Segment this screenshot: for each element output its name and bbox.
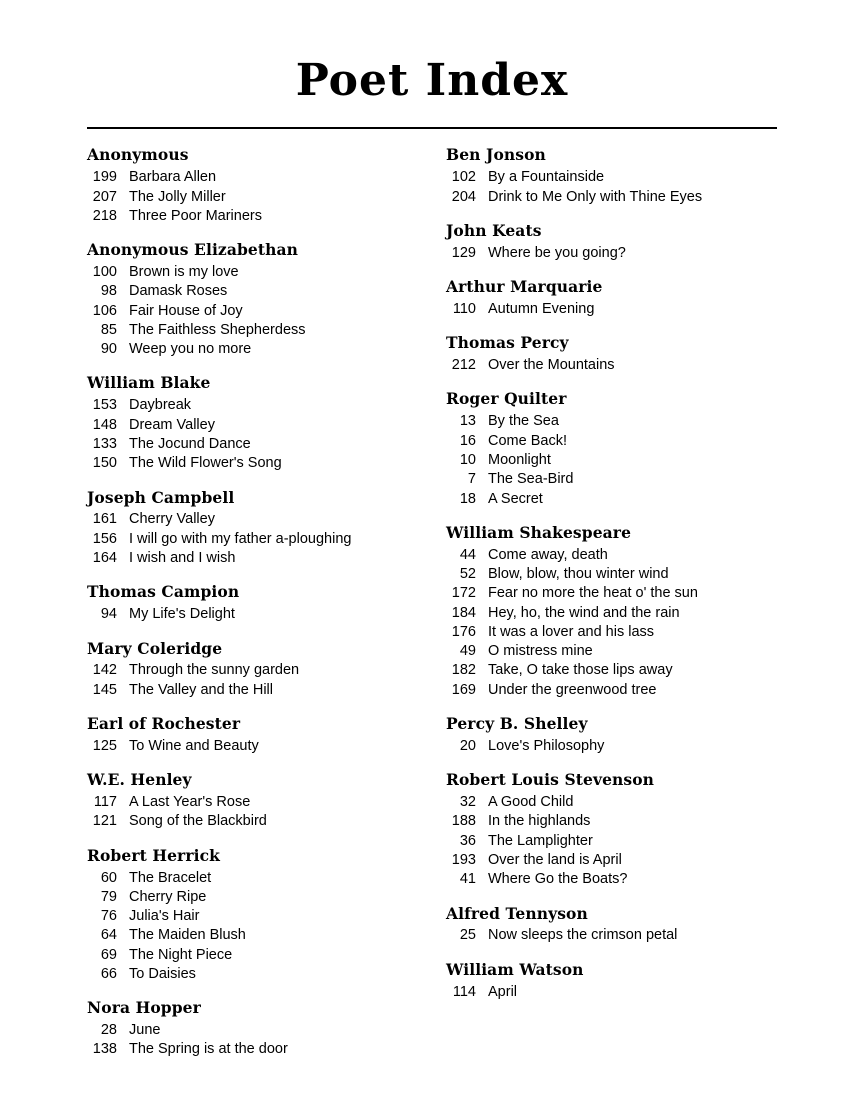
poet-group <box>87 582 418 624</box>
entry-title: To Wine and Beauty <box>129 737 259 754</box>
entry-title: In the highlands <box>488 813 591 830</box>
entry-title: Where Go the Boats? <box>488 871 628 888</box>
entry-title: Cherry Ripe <box>129 888 207 905</box>
entry-title: Drink to Me Only with Thine Eyes <box>488 188 703 205</box>
entry-title: Where be you going? <box>488 244 626 261</box>
index-entry[interactable] <box>446 470 777 489</box>
index-entry[interactable] <box>446 604 777 623</box>
poet-name: Joseph Campbell <box>87 487 235 507</box>
entry-page-number: 36 <box>459 832 476 849</box>
entry-page-number: 100 <box>92 264 117 281</box>
entry-title: The Jolly Miller <box>129 188 226 205</box>
entry-page-number: 153 <box>92 397 117 414</box>
entry-page-number: 98 <box>100 283 117 300</box>
poet-group <box>87 770 418 831</box>
entry-title: Julia's Hair <box>129 908 200 925</box>
entry-page-number: 110 <box>452 301 476 317</box>
entry-page-number: 148 <box>92 416 117 433</box>
poet-name: Robert Herrick <box>87 845 220 865</box>
poet-name: Ben Jonson <box>446 145 546 165</box>
index-entry[interactable] <box>446 188 777 207</box>
entry-page-number: 199 <box>92 169 117 186</box>
entry-title: The Maiden Blush <box>129 927 246 944</box>
entry-title: Come Back! <box>488 432 567 449</box>
entry-title: Brown is my love <box>129 264 239 281</box>
poet-name: Thomas Campion <box>87 582 240 602</box>
poet-group <box>446 145 777 206</box>
entry-page-number: 150 <box>92 455 117 472</box>
poet-group <box>446 389 777 508</box>
entry-page-number: 69 <box>100 946 117 963</box>
index-entry[interactable] <box>446 412 777 431</box>
entry-title: By the Sea <box>488 413 559 430</box>
index-entry[interactable] <box>87 530 418 549</box>
entry-page-number: 156 <box>92 530 117 547</box>
index-entry[interactable] <box>87 888 418 907</box>
entry-title: A Last Year's Rose <box>129 794 251 811</box>
index-entry[interactable] <box>87 926 418 945</box>
title-divider <box>87 127 777 129</box>
index-entry[interactable] <box>87 302 418 321</box>
index-entry[interactable] <box>446 584 777 603</box>
index-entry[interactable] <box>87 1040 418 1059</box>
entry-title: O mistress mine <box>488 643 593 660</box>
poet-group <box>87 998 418 1059</box>
index-entry[interactable] <box>446 851 777 870</box>
entry-page-number: 184 <box>451 604 476 621</box>
index-entry[interactable] <box>446 623 777 642</box>
index-entry[interactable] <box>446 490 777 509</box>
poet-name: Arthur Marquarie <box>446 277 603 297</box>
index-entry[interactable] <box>87 207 418 226</box>
entry-page-number: 90 <box>100 341 117 358</box>
poet-name: Anonymous <box>87 145 189 165</box>
poet-name: Mary Coleridge <box>87 638 223 658</box>
index-entry[interactable] <box>446 451 777 470</box>
entry-page-number: 18 <box>459 490 476 507</box>
entry-page-number: 106 <box>92 302 117 319</box>
entry-title: Love's Philosophy <box>488 737 605 754</box>
entry-title: Barbara Allen <box>129 169 217 186</box>
poet-name: William Watson <box>446 959 584 979</box>
entry-page-number: 60 <box>100 869 117 886</box>
entry-page-number: 218 <box>92 207 117 224</box>
entry-title: The Valley and the Hill <box>129 681 274 698</box>
index-entry[interactable] <box>446 812 777 831</box>
entry-title: Hey, ho, the wind and the rain <box>488 604 680 621</box>
index-entry[interactable] <box>87 793 418 812</box>
entry-page-number: 41 <box>459 871 476 888</box>
index-entry[interactable] <box>446 168 777 187</box>
entry-page-number: 66 <box>100 966 117 982</box>
entry-page-number: 94 <box>100 606 117 623</box>
entry-page-number: 13 <box>459 413 476 430</box>
poet-group <box>87 488 418 569</box>
entry-title: By a Fountainside <box>488 169 605 186</box>
entry-page-number: 85 <box>100 321 117 338</box>
entry-title: Daybreak <box>129 397 192 414</box>
entry-title: The Faithless Shepherdess <box>129 321 306 338</box>
entry-page-number: 114 <box>452 983 476 1000</box>
poet-group <box>446 714 777 756</box>
entry-title: Now sleeps the crimson petal <box>488 927 678 944</box>
index-entry[interactable] <box>446 661 777 680</box>
poet-group <box>446 770 777 889</box>
entry-title: Moonlight <box>488 451 551 468</box>
entry-title: June <box>129 1022 161 1039</box>
index-entry[interactable] <box>446 983 777 1002</box>
index-entry[interactable] <box>87 965 418 984</box>
poet-name: W.E. Henley <box>87 770 192 790</box>
entry-title: To Daisies <box>129 966 196 982</box>
entry-page-number: 121 <box>92 813 117 830</box>
index-entry[interactable] <box>87 549 418 568</box>
entry-page-number: 44 <box>459 546 476 563</box>
index-entry[interactable] <box>446 244 777 263</box>
entry-page-number: 169 <box>451 681 476 698</box>
entry-title: Autumn Evening <box>488 301 595 317</box>
poet-group <box>87 846 418 985</box>
index-entry[interactable] <box>446 832 777 851</box>
index-entry[interactable] <box>446 565 777 584</box>
poet-name: Roger Quilter <box>446 389 567 409</box>
entry-page-number: 102 <box>451 169 476 186</box>
entry-title: Fear no more the heat o' the sun <box>488 585 698 602</box>
entry-page-number: 10 <box>459 451 476 468</box>
entry-page-number: 164 <box>92 550 117 567</box>
entry-page-number: 133 <box>92 435 117 452</box>
index-entry[interactable] <box>446 356 777 375</box>
entry-page-number: 142 <box>92 662 117 679</box>
entry-title: The Night Piece <box>129 946 233 963</box>
entry-page-number: 52 <box>459 566 476 583</box>
index-entry[interactable] <box>87 869 418 888</box>
entry-page-number: 204 <box>451 188 476 205</box>
entry-page-number: 207 <box>92 188 117 205</box>
entry-title: The Jocund Dance <box>129 435 251 452</box>
index-entry[interactable] <box>446 432 777 451</box>
poet-group <box>87 714 418 756</box>
poet-name: Earl of Rochester <box>87 713 241 733</box>
index-entry[interactable] <box>87 605 418 624</box>
index-entry[interactable] <box>87 907 418 926</box>
index-entry[interactable] <box>87 435 418 454</box>
poet-name: Nora Hopper <box>87 998 201 1018</box>
entry-page-number: 20 <box>459 737 476 754</box>
entry-page-number: 76 <box>100 908 117 925</box>
index-entry[interactable] <box>87 1021 418 1040</box>
entry-page-number: 117 <box>93 794 117 811</box>
entry-title: Damask Roses <box>129 283 228 300</box>
entry-page-number: 161 <box>92 511 117 528</box>
index-entry[interactable] <box>87 510 418 529</box>
index-entry[interactable] <box>87 812 418 831</box>
poet-group <box>446 523 777 700</box>
index-entry[interactable] <box>446 870 777 889</box>
entry-title: The Bracelet <box>129 869 212 886</box>
index-entry[interactable] <box>87 321 418 340</box>
poet-group <box>446 277 777 319</box>
entry-title: The Sea-Bird <box>488 471 574 488</box>
entry-title: I wish and I wish <box>129 550 236 567</box>
index-columns <box>87 145 777 1059</box>
entry-page-number: 16 <box>459 432 476 449</box>
entry-title: The Wild Flower's Song <box>129 455 282 472</box>
index-column-right <box>432 145 777 1002</box>
entry-page-number: 212 <box>451 357 476 374</box>
poet-name: Alfred Tennyson <box>446 903 588 923</box>
index-entry[interactable] <box>446 681 777 700</box>
index-entry[interactable] <box>87 454 418 473</box>
poet-group <box>446 333 777 375</box>
index-entry[interactable] <box>87 946 418 965</box>
index-entry[interactable] <box>87 263 418 282</box>
entry-title: The Spring is at the door <box>129 1041 288 1058</box>
entry-title: Fair House of Joy <box>129 302 243 319</box>
entry-title: It was a lover and his lass <box>488 623 655 640</box>
poet-group <box>87 240 418 359</box>
poet-name: Anonymous Elizabethan <box>87 240 299 260</box>
poet-name: William Blake <box>87 373 211 393</box>
entry-title: My Life's Delight <box>129 606 235 623</box>
entry-title: April <box>488 983 518 1000</box>
entry-page-number: 7 <box>467 471 476 488</box>
entry-title: Under the greenwood tree <box>488 681 657 698</box>
poet-name: Percy B. Shelley <box>446 713 588 733</box>
index-entry[interactable] <box>446 300 777 319</box>
index-entry[interactable] <box>446 642 777 661</box>
entry-title: I will go with my father a-ploughing <box>129 530 352 547</box>
entry-page-number: 125 <box>92 737 117 754</box>
index-entry[interactable] <box>446 546 777 565</box>
entry-title: Over the land is April <box>488 851 622 868</box>
poet-name: John Keats <box>446 220 542 240</box>
index-column-left <box>87 145 432 1059</box>
poet-group <box>87 373 418 473</box>
entry-page-number: 32 <box>459 794 476 811</box>
entry-title: Over the Mountains <box>488 357 615 374</box>
index-entry[interactable] <box>87 282 418 301</box>
entry-page-number: 64 <box>100 927 117 944</box>
poet-name: Robert Louis Stevenson <box>446 770 655 790</box>
entry-title: Come away, death <box>488 546 608 563</box>
entry-title: A Good Child <box>488 794 574 811</box>
poet-group <box>446 904 777 946</box>
entry-title: A Secret <box>488 490 543 507</box>
poet-name: Thomas Percy <box>446 333 569 353</box>
index-entry[interactable] <box>87 416 418 435</box>
entry-page-number: 182 <box>451 662 476 679</box>
entry-page-number: 138 <box>92 1041 117 1058</box>
entry-title: Through the sunny garden <box>129 662 300 679</box>
index-entry[interactable] <box>87 340 418 359</box>
index-entry[interactable] <box>87 661 418 680</box>
entry-page-number: 49 <box>459 643 476 660</box>
poet-group <box>87 145 418 226</box>
entry-page-number: 28 <box>100 1022 117 1039</box>
entry-page-number: 79 <box>100 888 117 905</box>
page-title: Poet Index <box>295 55 569 106</box>
entry-page-number: 129 <box>451 244 476 261</box>
index-entry[interactable] <box>87 396 418 415</box>
index-entry[interactable] <box>87 168 418 187</box>
poet-group <box>87 639 418 700</box>
index-entry[interactable] <box>446 793 777 812</box>
entry-title: Song of the Blackbird <box>129 813 267 830</box>
entry-title: The Lamplighter <box>488 832 593 849</box>
index-entry[interactable] <box>87 188 418 207</box>
entry-title: Blow, blow, thou winter wind <box>488 566 669 583</box>
poet-group <box>446 960 777 1002</box>
index-entry[interactable] <box>446 737 777 756</box>
entry-page-number: 25 <box>459 927 476 944</box>
entry-title: Weep you no more <box>129 341 252 358</box>
index-entry[interactable] <box>446 926 777 945</box>
index-entry[interactable] <box>87 681 418 700</box>
entry-title: Dream Valley <box>129 416 215 433</box>
entry-page-number: 172 <box>451 585 476 602</box>
index-entry[interactable] <box>87 737 418 756</box>
entry-page-number: 145 <box>92 681 117 698</box>
entry-title: Take, O take those lips away <box>488 662 673 679</box>
poet-name: William Shakespeare <box>446 522 632 542</box>
poet-group <box>446 221 777 263</box>
entry-page-number: 188 <box>451 813 476 830</box>
entry-title: Cherry Valley <box>129 511 215 528</box>
entry-title: Three Poor Mariners <box>129 207 262 224</box>
entry-page-number: 176 <box>451 623 476 640</box>
entry-page-number: 193 <box>451 851 476 868</box>
